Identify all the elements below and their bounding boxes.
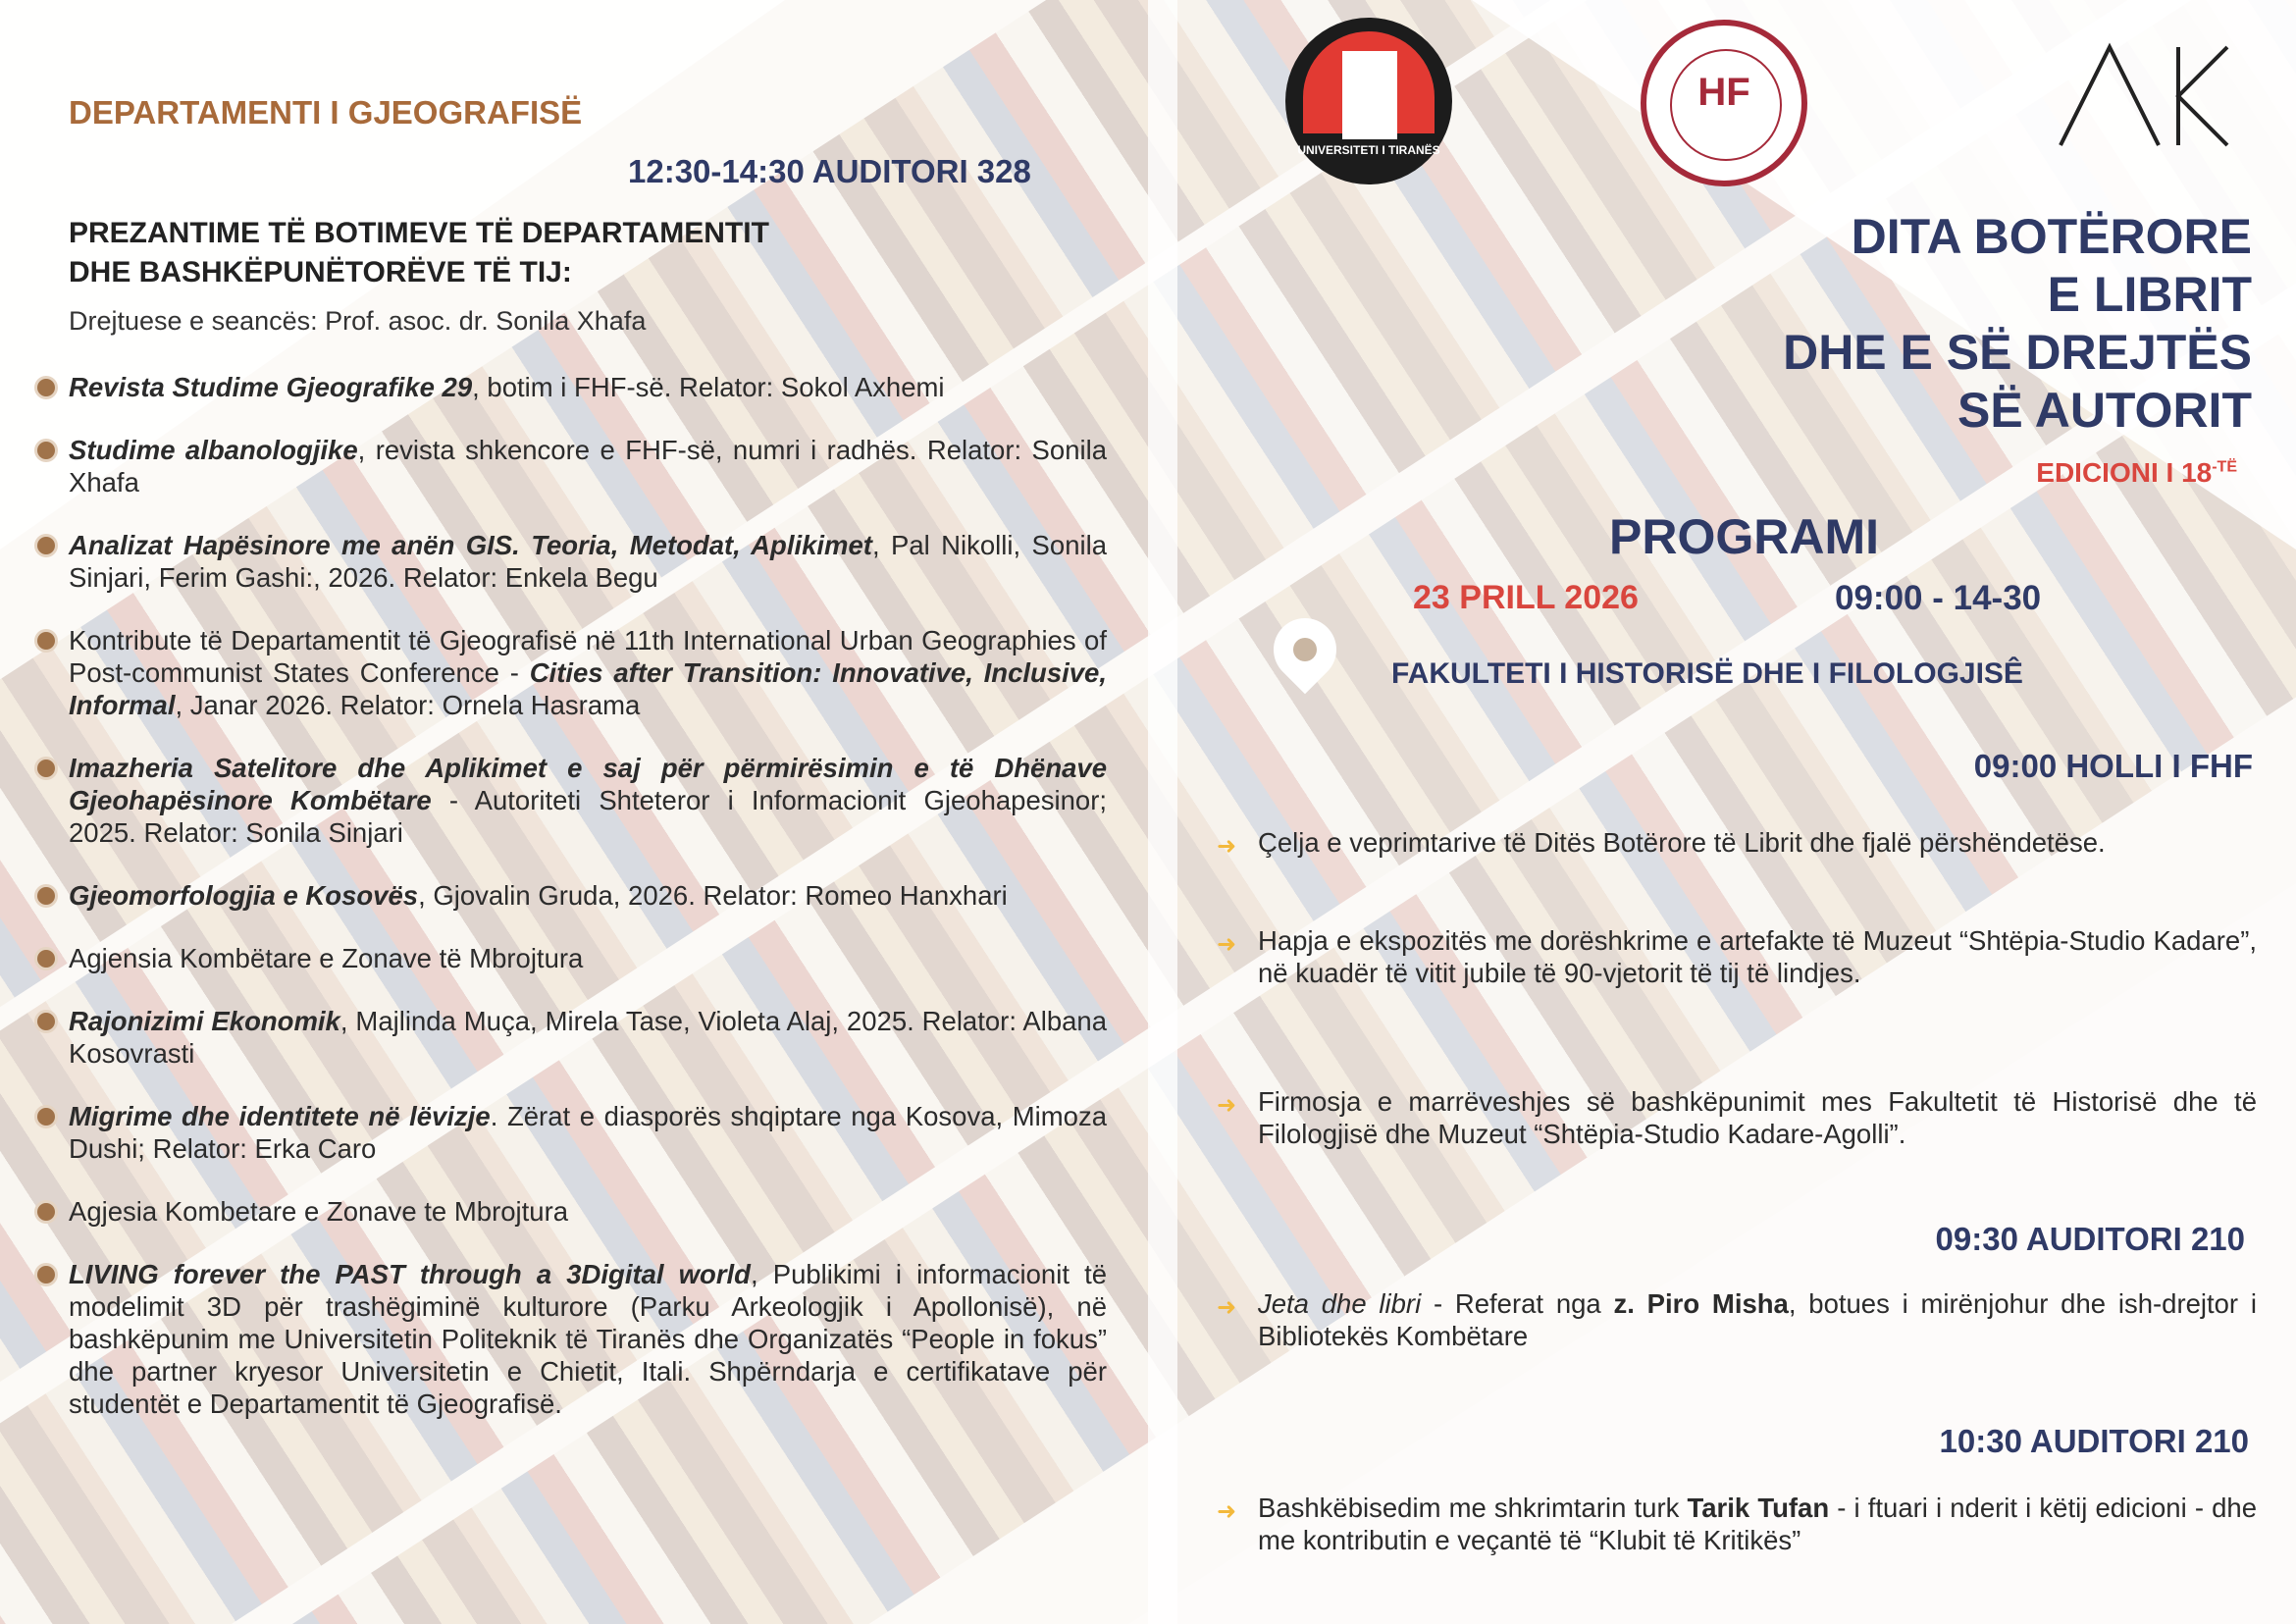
publication-item: Studime albanologjike, revista shkencore e FHF-së, numri i radhës. Relator: Sonila Xhafa (37, 434, 1107, 498)
event-title: DITA BOTËRORE E LIBRIT DHE E SË DREJTËS SË AUTORIT (1783, 209, 2252, 438)
department-title: DEPARTAMENTI I GJEOGRAFISË (69, 94, 583, 131)
arrow-right-icon: ➜ (1217, 1294, 1237, 1321)
publication-item: Analizat Hapësinore me anën GIS. Teoria, Metodat, Aplikimet, Pal Nikolli, Sonila Sinjari, Ferim Gashi:, 2026. Relator: Enkela Begu (37, 529, 1107, 594)
arrow-right-icon: ➜ (1217, 833, 1237, 860)
publication-item: Kontribute të Departamentit të Gjeografisë në 11th International Urban Geographies of Post-communist States Conference - Cities after Transition: Innovative, Inclusive, Informal, Janar 2026. Relator: Ornela Hasrama (37, 624, 1107, 721)
bullet-icon (37, 632, 55, 650)
publication-item: Revista Studime Gjeografike 29, botim i FHF-së. Relator: Sokol Axhemi (37, 371, 1107, 403)
publication-item: Migrime dhe identitete në lëvizje. Zërat e diasporës shqiptare nga Kosova, Mimoza Dushi; Relator: Erka Caro (37, 1100, 1107, 1165)
bullet-icon (37, 1013, 55, 1030)
bullet-icon (37, 950, 55, 968)
publication-item: Imazheria Satelitore dhe Aplikimet e saj për përmirësimin e të Dhënave Gjeohapësinore Kombëtare - Autoriteti Shteteror i Informacionit Gjeohapesinor; 2025. Relator: Sonila Sinjari (37, 752, 1107, 849)
bullet-icon (37, 1108, 55, 1126)
section-heading: PREZANTIME TË BOTIMEVE TË DEPARTAMENTIT DHE BASHKËPUNËTORËVE TË TIJ: (69, 217, 769, 288)
bullet-icon (37, 760, 55, 777)
publication-item: Rajonizimi Ekonomik, Majlinda Muça, Mirela Tase, Violeta Alaj, 2025. Relator: Albana Kosovrasti (37, 1005, 1107, 1070)
bullet-icon (37, 887, 55, 905)
fhf-faculty-logo: HF (1641, 20, 1807, 186)
publication-item: Agjensia Kombëtare e Zonave të Mbrojtura (37, 942, 1107, 974)
publication-list (37, 371, 1107, 1450)
program-item: ➜ Firmosja e marrëveshjes së bashkëpunimit mes Fakultetit të Historisë dhe të Filologjisë dhe Muzeut “Shtëpia-Studio Kadare-Agolli”. (1217, 1086, 2257, 1149)
program-heading: PROGRAMI (1609, 509, 1879, 564)
shtepia-studio-kadare-agolli-logo (2051, 37, 2237, 155)
session-heading: 10:30 AUDITORI 210 (1939, 1423, 2249, 1459)
event-hours: 09:00 - 14-30 (1835, 579, 2042, 617)
session-heading: 09:30 AUDITORI 210 (1935, 1221, 2245, 1257)
bullet-icon (37, 1203, 55, 1221)
event-venue: FAKULTETI I HISTORISË DHE I FILOLOGJISÊ (1391, 657, 2023, 690)
program-item: ➜ Çelja e veprimtarive të Ditës Botërore të Librit dhe fjalë përshëndetëse. (1258, 826, 2257, 859)
publication-item: LIVING forever the PAST through a 3Digital world, Publikimi i informacionit të modelimit 3D për trashëgiminë kulturore (Parku Arkeologjik i Apollonisë), në bashkëpunim me Universitetin Politeknik të Tiranës dhe Organizatës “People in fokus” dhe partner kryesor Universitetin e Chietit, Itali. Shpërndarja e certifikatave për studentët e Departamentit të Gjeografisë. (37, 1258, 1107, 1420)
session-chair: Drejtuese e seancës: Prof. asoc. dr. Sonila Xhafa (69, 306, 647, 336)
session-time-room: 12:30-14:30 AUDITORI 328 (628, 153, 1031, 189)
session-heading: 09:00 HOLLI I FHF (1973, 748, 2253, 784)
bullet-icon (37, 379, 55, 396)
publication-item: Agjesia Kombetare e Zonave te Mbrojtura (37, 1195, 1107, 1228)
program-item: ➜ Bashkëbisedim me shkrimtarin turk Tarik Tufan - i ftuari i nderit i këtij edicioni - dhe me kontributin e veçantë të “Klubit të Kritikës” (1217, 1493, 2257, 1555)
bullet-icon (37, 537, 55, 554)
event-date: 23 PRILL 2026 (1413, 579, 1639, 616)
arrow-right-icon: ➜ (1217, 931, 1237, 958)
arrow-right-icon: ➜ (1217, 1498, 1237, 1525)
publication-item: Gjeomorfologjia e Kosovës, Gjovalin Gruda, 2026. Relator: Romeo Hanxhari (37, 879, 1107, 912)
edition-label: EDICIONI I $18^{-TË}$ (2036, 457, 2237, 488)
university-of-tirana-logo: UNIVERSITETI I TIRANËS (1285, 18, 1452, 184)
bullet-icon (37, 1266, 55, 1283)
bullet-icon (37, 442, 55, 459)
program-item: ➜ Hapja e ekspozitës me dorëshkrime e artefakte të Muzeut “Shtëpia-Studio Kadare”, në kuadër të vitit jubile të 90-vjetorit të tij të lindjes. (1217, 925, 2257, 988)
arrow-right-icon: ➜ (1217, 1092, 1237, 1119)
program-item: ➜ Jeta dhe libri - Referat nga z. Piro Misha, botues i mirënjohur dhe ish-drejtor i Bibliotekës Kombëtare (1217, 1288, 2257, 1351)
